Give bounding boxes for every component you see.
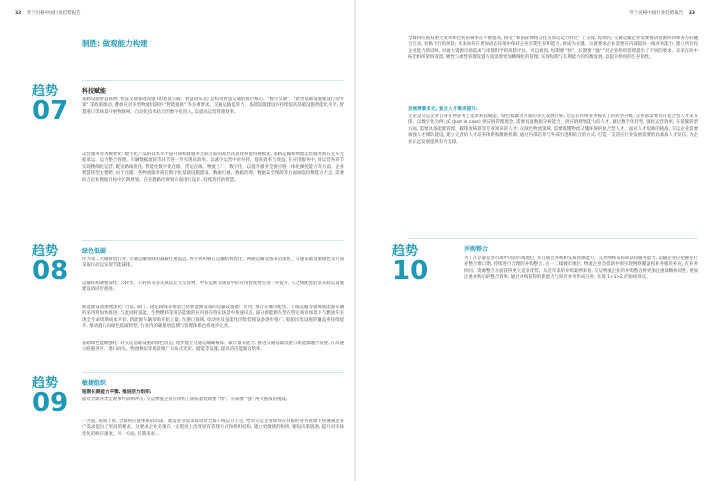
trend-09-number: 09 — [32, 388, 69, 418]
trend-08-para-3: 新能源设备渗透深化: 目前, 部门、固定路线等场景已将新能源设备的运输设备推广应用, 预计在城市配送、干线运输等领域新能源车辆的采用将加快推进; 与此同时氢能、生物燃料等清洁能源的应用将在特定场景中加速试点, 部分新能源车型在特定商业场景下与燃油车实现全生命周期成本平价, 新能源车辆采购开始上量; 在港口领域, 电动化及氢能化的集装箱设备逐步推广, 船舶岸电设施的覆盖率持续提升, 推动港口向绿色低碳转型, 行业内的碳排放监测与管理体系也将逐步完善。 — [82, 305, 344, 330]
right-page — [356, 0, 710, 481]
trend-08-number: 08 — [32, 256, 69, 286]
right-para-1: 全球供应链双重大变革和色机的频率在不断提高, 接受 "和国际网络交往及海运运力经过" 上支撑, 短期内, 交通运输企业需要推动资源协同和各方的融合互动, 价格下行的风险; 未来如何在更加动态环境中保持企业长期生存和能力, 将成为关键。这就要求企业需要在内部提高一线业务能力, 建立所有权企业能力的同时, 对通大资源市场需求与审慎科学的风险评估。可以看到, 短期要 "快"、长期要 "强" "对企业组织管理提出了不同的要求。未来在纷中拓治组织架构设置, 硬性与柔性管理设置方面需要更加精细化的管理; 实现短期与长期能力的均衡发展, 以提升组织的生存韧性。 — [408, 36, 698, 61]
left-running-title: 罗兰贝格中国行业趋势报告 — [26, 11, 81, 16]
right-page-number: 33 — [688, 11, 695, 16]
section-title: 制胜: 做观能力构建 — [82, 39, 148, 48]
right-page-header — [629, 10, 695, 16]
trend-07-number: 07 — [32, 96, 69, 126]
trend-09-subheading: 短期长期能力平衡, 推进活力组织: — [82, 390, 152, 395]
trend-09-label — [32, 377, 68, 416]
trend-08-para-1: 作为第二大碳排放行业, 交通运输领域的减碳任重道远, 各方将积极在运输结构优化、两碳运输设备清洁深化、交通基础设施绿色等方面采取行动以实现节能减排。 — [82, 257, 344, 269]
divider-07 — [82, 80, 344, 81]
trend-07-word: 趋势 — [32, 84, 59, 99]
left-page-header — [15, 10, 81, 16]
trend-09-para-2: 一方面, 短期上看, 全球供应链体系的动荡、制造业等需求波动对全球干线运力不足, 给对交运企业如何在有限的业务资源下快速满足客户需求提出了更高的要求。这要求企业必须在一定程度上改变原有管理方式和组织结构, 建立更敏捷的组织, 缩短决策链条, 提升对市场变化的响应速度。另一方面, 长期来看... — [82, 419, 344, 437]
trend-08-para-4: 基础绿色能级强化: 对交运基础设施的绿色改造, 逐步建立交通运输碳核算、碳计量等能力, 推进交通基础设施与新能源融合发展, 在高速公路服务区、港口码头、物流枢纽等场景推广分布式光伏、储能等设施, 提高清洁能源自给率。 — [82, 341, 344, 353]
divider-09 — [82, 372, 344, 373]
right-running-title: 罗兰贝格中国行业趋势报告 — [629, 11, 684, 16]
right-subheading: 发展要素多元, 复合人才需求提升: — [408, 107, 478, 112]
trend-08-para-2: 运输结构调整深化: 公转水、公转铁等多式联运在大宗货物、中长运距等场景中的应用程度将会进一步提升, 与之相配套的多式联运设施建设将同步推进。 — [82, 281, 344, 293]
trend-09-heading: 敏捷组织 — [82, 380, 107, 387]
trend-07-para-1: 基础设施智慧联网: 智慧交通基础设施 (如智慧公路、智慧码头等) 是构筑智慧交通的底层核心。"数字交通"、"新型基础设施建设行动方案" 等政策推动, 叠加应对多型物流机制的 "智能提供" 等多重要求。交通运输监管力、基础设施建设方持续提高基础设施智能化水平, 智慧港口等场景开展物联网、自动化技术结合的数字化投入, 以提高运营管理效率。 — [82, 97, 344, 115]
trend-10-heading: 并购整合 — [464, 246, 489, 253]
trend-07-para-2: 运营服务业务数智化: 数字化产品的技术水平提升和构建服务互联互联的高层次表现将使得规模化, 道路运输和物流运营服务商在无车无船承运、运力整合管理、车辆数据流转等环节进一步实现高效率。以减少运营中对井转、提高效率与效益; 在应用服务中, 对运营各环节实现精细化运营, 配送路线优化, 智能化数字化仓储、货运在线、物流工厂、数字化、以提升服务全供应链一体化操控能力等方面。企业智慧转型主要跨, 由于仓储、各物流服务商在数字化基础设施建设、数据打通、数据治理、数据安全保障等方面面临均衡能力不足, 需要结合企业数据目标中长期规划、在实施路径规划方面进行设计, 持续迭代的智慧。 — [82, 152, 344, 183]
trend-10-number: 10 — [392, 256, 429, 286]
trend-07-label — [32, 85, 68, 124]
right-para-2: 无论是交运企业自身在物业务上追求科技赋能、绿色低碳等方面的多元发展目标, 还是在传统业务模式上的转型升级, 企业都需要具有复合型人才来支撑。以数字化为例, JC (Just in case) 供应链管理理念, 需要具备数据分析能力、供应链规划能力的人才, 通过数字化转型, 强化运营效率; 在低碳转型方面, 需要具备能源管理、碳排放核算等专业知识的人才; 在绿色物流领域, 需要既懂物流又懂环保的复合型人才。面对人才短缺的挑战, 交运企业需要加强人才梯队建设, 建立完善的人才培养体系和激励机制, 通过内部培养与外部引进相结合的方式, 打造一支适应行业发展需要的高素质人才队伍, 为企业长远发展提供有力支撑。 — [408, 114, 698, 145]
trend-08-word: 趋势 — [32, 244, 59, 259]
left-page — [0, 0, 354, 481]
trend-08-label — [32, 245, 68, 284]
divider-08 — [82, 240, 344, 241]
trend-10-word: 趋势 — [392, 244, 419, 259]
trend-09-word: 趋势 — [32, 376, 59, 391]
left-page-number: 32 — [15, 11, 22, 16]
trend-08-heading: 绿色低碳 — [82, 248, 107, 255]
trend-10-para-1: 为了在存量竞争市场中巩固市场地位, 并且通过并购和实质资源能力、完善网络布局和获得服务能力, 运输企业应把握住行业整合窗口期, 持续进行合理的并购整合, 在一二线城市地位, 物流企业会借助并购实现网络覆盖和业务板块补充, 在业务协同、资源整合方面获得更大竞争优势。从近年来的并购案例来看, 交运物流企业的并购整合将更加注重战略协同性, 更加注重并购后的整合效果, 通过并购获得的新能力与原有业务形成互补, 实现 1+1>2 的协同效应。 — [464, 256, 698, 281]
divider-10 — [408, 238, 698, 239]
trend-09-para-1: 面对全球各类宏观事件影响冲击, 交运物流企业在组织上面临着短期要 "快"、长期要 "强" 两大挑战的挑战。 — [82, 397, 291, 402]
trend-10-label — [392, 245, 428, 284]
trend-07-heading: 科技赋能 — [82, 88, 107, 95]
